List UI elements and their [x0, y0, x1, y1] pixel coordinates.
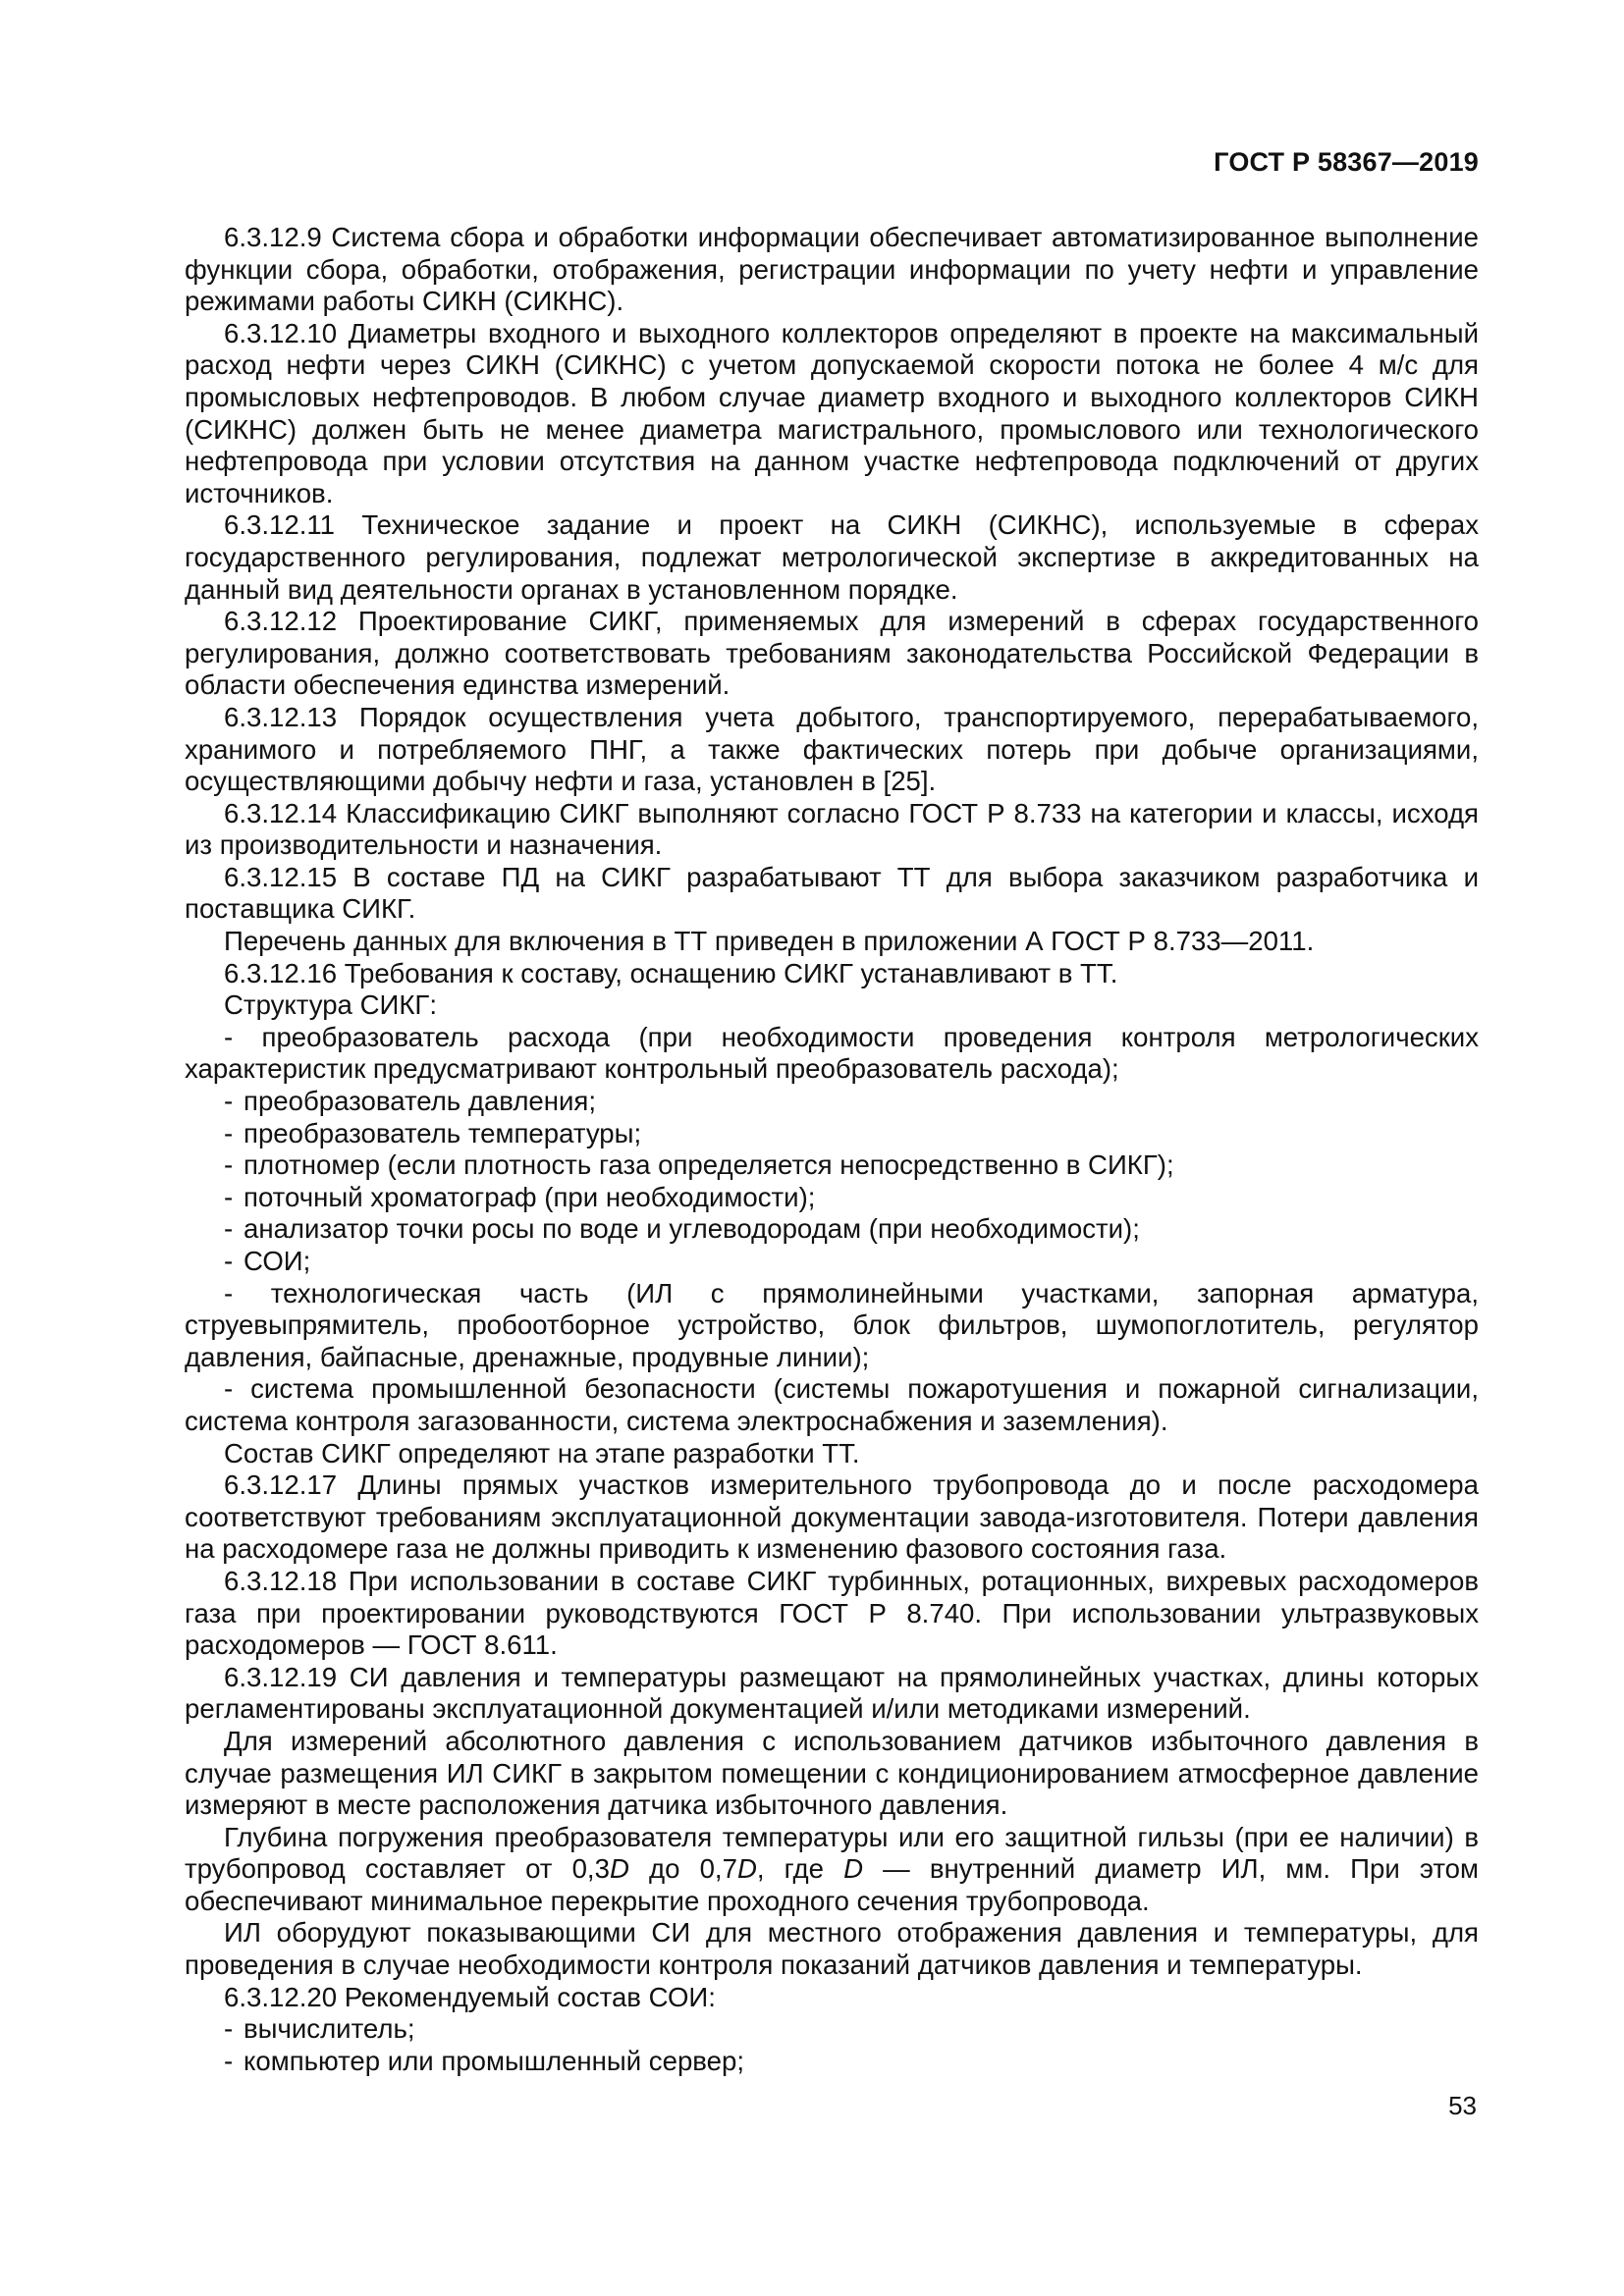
list-dash: - [224, 1149, 234, 1181]
document-code-header: ГОСТ Р 58367—2019 [1214, 147, 1479, 177]
paragraph-structure-title: Структура СИКГ: [224, 989, 438, 1021]
paragraph-6-3-12-14: 6.3.12.14 Классификацию СИКГ выполняют согласно ГОСТ Р 8.733 на категории и классы, исходя из производительности и назначения. [185, 797, 1479, 861]
list-item-safety-system: - система промышленной безопасности (системы пожаротушения и пожарной сигнализации, система контроля загазованности, система электроснабжения и заземления). [185, 1373, 1479, 1436]
page-number: 53 [1448, 2091, 1477, 2120]
list-item-densitometer: - плотномер (если плотность газа определяется непосредственно в СИКГ); [224, 1149, 1174, 1181]
paragraph-sikg-composition: Состав СИКГ определяют на этапе разработки ТТ. [224, 1437, 860, 1468]
paragraph-6-3-12-20: 6.3.12.20 Рекомендуемый состав СОИ: [224, 1981, 716, 2012]
list-item-pressure-converter: - преобразователь давления; [224, 1086, 597, 1117]
list-item-chromatograph: - поточный хроматограф (при необходимости); [224, 1181, 816, 1212]
list-dash: - [224, 1181, 234, 1212]
list-dash: - [224, 1086, 234, 1117]
list-item-soi: - СОИ; [224, 1246, 311, 1276]
paragraph-6-3-12-19: 6.3.12.19 СИ давления и температуры размещают на прямолинейных участках, длины которых регламентированы эксплуатационной документацией и/или методиками измерений. [185, 1661, 1479, 1725]
paragraph-immersion-depth: Глубина погружения преобразователя температуры или его защитной гильзы (при ее наличии) в трубопровод составляет от 0,3D до 0,7D, где D — внутренний диаметр ИЛ, мм. При этом обеспечивают минимальное перекрытие проходного сечения трубопровода. [185, 1821, 1479, 1916]
paragraph-6-3-12-13: 6.3.12.13 Порядок осуществления учета добытого, транспортируемого, перерабатываемого, хранимого и потребляемого ПНГ, а также фактических потерь при добыче организациями, осуществляющими добычу нефти и газа, установлен в [25]. [185, 701, 1479, 797]
document-body [185, 222, 1479, 2077]
list-dash: - [224, 2045, 234, 2076]
paragraph-6-3-12-9: 6.3.12.9 Система сбора и обработки информации обеспечивает автоматизированное выполнение функции сбора, обработки, отображения, регистрации информации по учету нефти и управление режимами работы СИКН (СИКНС). [185, 222, 1479, 317]
list-item-dew-point-analyzer: - анализатор точки росы по воде и углеводородам (при необходимости); [224, 1213, 1140, 1245]
paragraph-6-3-12-15: 6.3.12.15 В составе ПД на СИКГ разрабатывают ТТ для выбора заказчиком разработчика и поставщика СИКГ. [185, 861, 1479, 925]
paragraph-absolute-pressure: Для измерений абсолютного давления с использованием датчиков избыточного давления в случае размещения ИЛ СИКГ в закрытом помещении с кондиционированием атмосферное давление измеряют в месте расположения датчика избыточного давления. [185, 1725, 1479, 1821]
paragraph-6-3-12-11: 6.3.12.11 Техническое задание и проект на СИКН (СИКНС), используемые в сферах государственного регулирования, подлежат метрологической экспертизе в аккредитованных на данный вид деятельности органах в установленном порядке. [185, 509, 1479, 605]
paragraph-6-3-12-10: 6.3.12.10 Диаметры входного и выходного коллекторов определяют в проекте на максимальный расход нефти через СИКН (СИКНС) с учетом допускаемой скорости потока не более 4 м/с для промысловых нефтепроводов. В любом случае диаметр входного и выходного коллекторов СИКН (СИКНС) должен быть не менее диаметра магистрального, промыслового или технологического нефтепровода при условии отсутствия на данном участке нефтепровода подключений от других источников. [185, 317, 1479, 508]
list-dash: - [224, 1117, 234, 1148]
paragraph-tt-data-list: Перечень данных для включения в ТТ приведен в приложении А ГОСТ Р 8.733—2011. [224, 926, 1315, 957]
list-item-flow-converter: - преобразователь расхода (при необходимости проведения контроля метрологических характеристик предусматривают контрольный преобразователь расхода); [185, 1021, 1479, 1085]
list-item-calculator: - вычислитель; [224, 2013, 415, 2045]
paragraph-6-3-12-18: 6.3.12.18 При использовании в составе СИКГ турбинных, ротационных, вихревых расходомеров газа при проектировании руководствуются ГОСТ Р 8.740. При использовании ультразвуковых расходомеров — ГОСТ 8.611. [185, 1565, 1479, 1661]
list-item-computer-server: - компьютер или промышленный сервер; [224, 2045, 744, 2076]
paragraph-6-3-12-12: 6.3.12.12 Проектирование СИКГ, применяемых для измерений в сферах государственного регулирования, должно соответствовать требованиям законодательства Российской Федерации в области обеспечения единства измерений. [185, 606, 1479, 701]
list-dash: - [224, 1213, 234, 1245]
paragraph-6-3-12-16: 6.3.12.16 Требования к составу, оснащению СИКГ устанавливают в ТТ. [224, 957, 1118, 988]
list-dash: - [224, 2013, 234, 2045]
paragraph-6-3-12-17: 6.3.12.17 Длины прямых участков измерительного трубопровода до и после расходомера соответствуют требованиям эксплуатационной документации завода-изготовителя. Потери давления на расходомере газа не должны приводить к изменению фазового состояния газа. [185, 1469, 1479, 1565]
list-item-temperature-converter: - преобразователь температуры; [224, 1117, 642, 1148]
paragraph-indicating-si: ИЛ оборудуют показывающими СИ для местного отображения давления и температуры, для проведения в случае необходимости контроля показаний датчиков давления и температуры. [185, 1917, 1479, 1981]
list-item-technological-part: - технологическая часть (ИЛ с прямолинейными участками, запорная арматура, струевыпрямитель, пробоотборное устройство, блок фильтров, шумопоглотитель, регулятор давления, байпасные, дренажные, продувные линии); [185, 1277, 1479, 1372]
list-dash: - [224, 1246, 234, 1276]
